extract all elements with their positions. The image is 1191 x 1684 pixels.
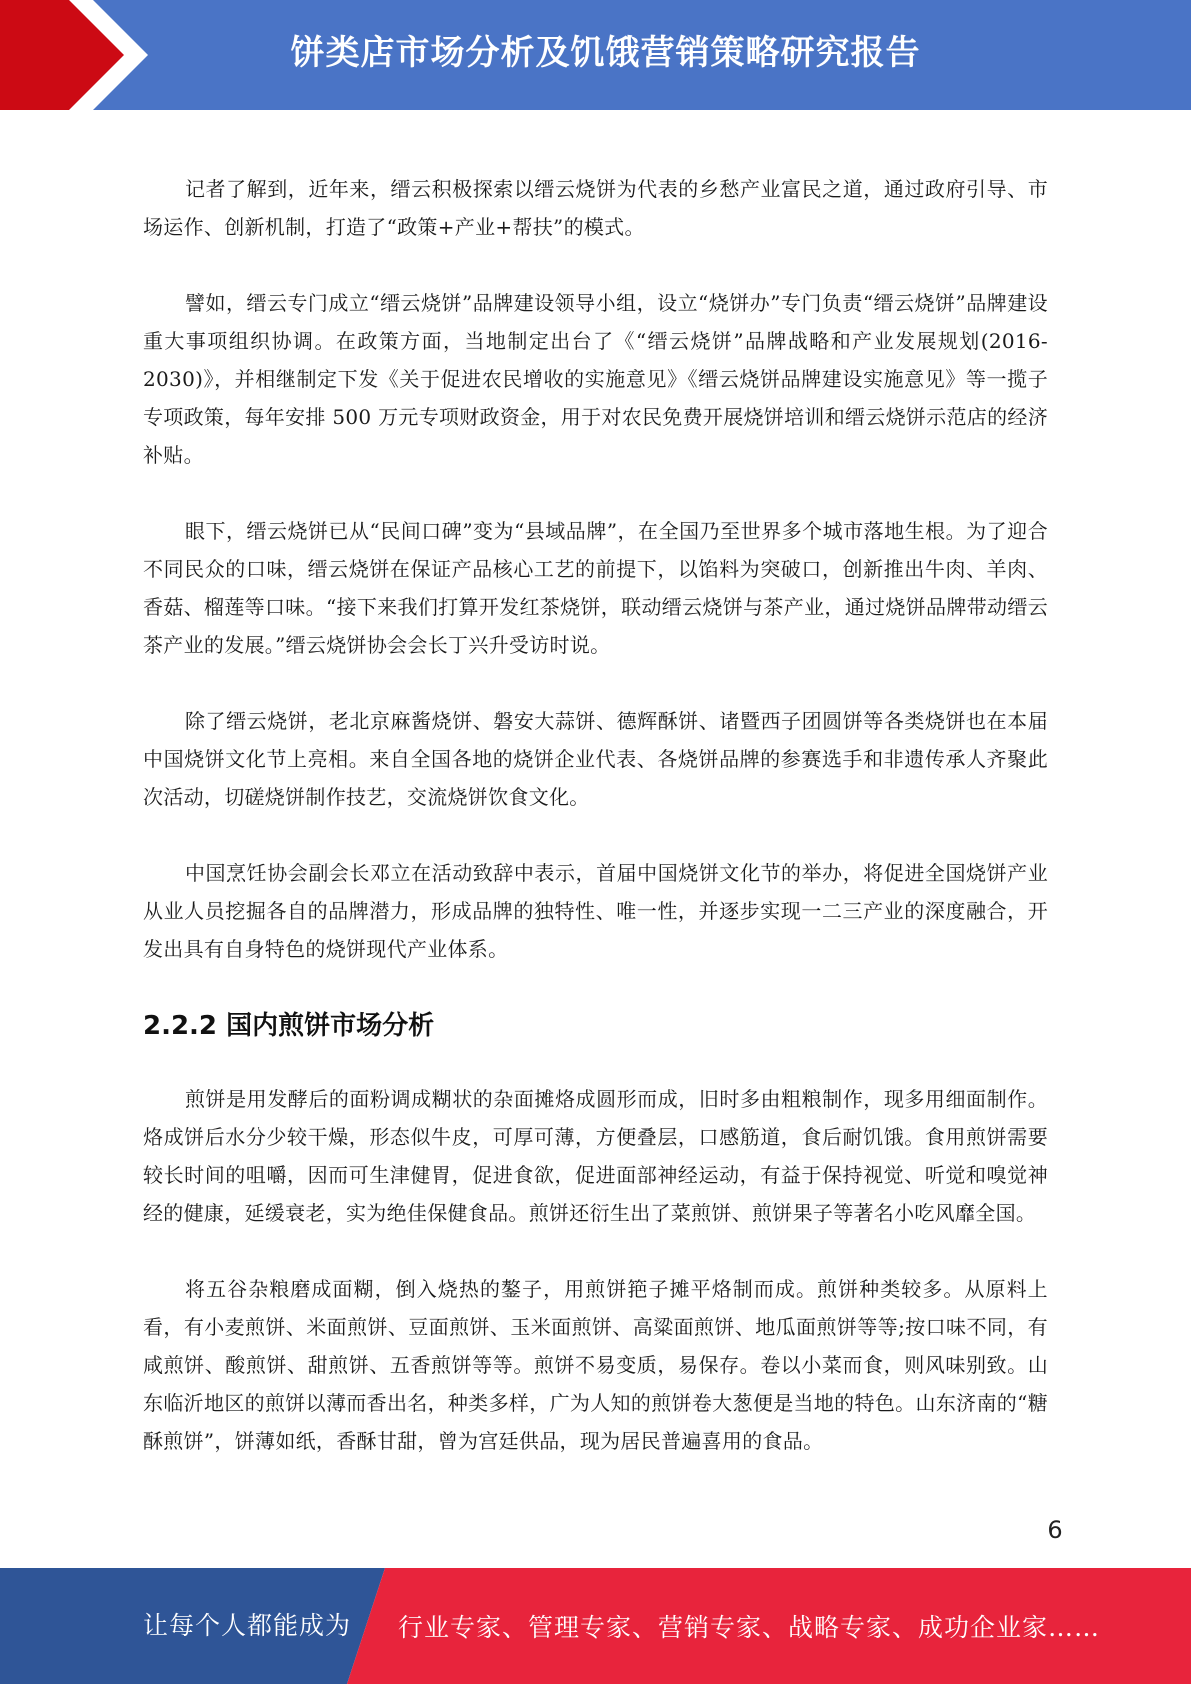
paragraph: 将五谷杂粮磨成面糊，倒入烧热的鏊子，用煎饼筢子摊平烙制而成。煎饼种类较多。从原料上看，有小麦煎饼、米面煎饼、豆面煎饼、玉米面煎饼、高粱面煎饼、地瓜面煎饼等等;按口味不同，有咸煎饼、酸煎饼、甜煎饼、五香煎饼等等。煎饼不易变质，易保存。卷以小菜而食，则风味别致。山东临沂地区的煎饼以薄而香出名，种类多样，广为人知的煎饼卷大葱便是当地的特色。山东济南的“糖酥煎饼”，饼薄如纸，香酥甘甜，曾为宫廷供品，现为居民普遍喜用的食品。 [143, 1277, 1048, 1453]
footer-slogan-right: 行业专家、管理专家、营销专家、战略专家、成功企业家…… [398, 1613, 1101, 1642]
paragraph: 譬如，缙云专门成立“缙云烧饼”品牌建设领导小组，设立“烧饼办”专门负责“缙云烧饼”品牌建设重大事项组织协调。在政策方面，当地制定出台了《“缙云烧饼”品牌战略和产业发展规划(2016-2030)》，并相继制定下发《关于促进农民增收的实施意见》《缙云烧饼品牌建设实施意见》等一揽子专项政策，每年安排 500 万元专项财政资金，用于对农民免费开展烧饼培训和缙云烧饼示范店的经济补贴。 [143, 291, 1048, 467]
footer-slogan-left: 让每个人都能成为 [143, 1611, 352, 1640]
report-title: 饼类店市场分析及饥饿营销策略研究报告 [290, 33, 921, 73]
paragraph: 中国烹饪协会副会长邓立在活动致辞中表示，首届中国烧饼文化节的举办，将促进全国烧饼产业从业人员挖掘各自的品牌潜力，形成品牌的独特性、唯一性，并逐步实现一二三产业的深度融合，开发出具有自身特色的烧饼现代产业体系。 [143, 861, 1048, 961]
page-footer [0, 1568, 1191, 1684]
paragraph: 除了缙云烧饼，老北京麻酱烧饼、磐安大蒜饼、德辉酥饼、诸暨西子团圆饼等各类烧饼也在本届中国烧饼文化节上亮相。来自全国各地的烧饼企业代表、各烧饼品牌的参赛选手和非遗传承人齐聚此次活动，切磋烧饼制作技艺，交流烧饼饮食文化。 [143, 709, 1048, 809]
paragraph: 记者了解到，近年来，缙云积极探索以缙云烧饼为代表的乡愁产业富民之道，通过政府引导、市场运作、创新机制，打造了“政策+产业+帮扶”的模式。 [143, 177, 1048, 239]
paragraph: 煎饼是用发酵后的面粉调成糊状的杂面摊烙成圆形而成，旧时多由粗粮制作，现多用细面制作。烙成饼后水分少较干燥，形态似牛皮，可厚可薄，方便叠层，口感筋道，食后耐饥饿。食用煎饼需要较长时间的咀嚼，因而可生津健胃，促进食欲，促进面部神经运动，有益于保持视觉、听觉和嗅觉神经的健康，延缓衰老，实为绝佳保健食品。煎饼还衍生出了菜煎饼、煎饼果子等著名小吃风靡全国。 [143, 1087, 1048, 1225]
page-number: 6 [1047, 1516, 1063, 1544]
page-content [143, 170, 1048, 1498]
section-heading: 2.2.2 国内煎饼市场分析 [143, 1011, 435, 1041]
paragraph: 眼下，缙云烧饼已从“民间口碑”变为“县域品牌”，在全国乃至世界多个城市落地生根。为了迎合不同民众的口味，缙云烧饼在保证产品核心工艺的前提下，以馅料为突破口，创新推出牛肉、羊肉、香菇、榴莲等口味。“接下来我们打算开发红茶烧饼，联动缙云烧饼与茶产业，通过烧饼品牌带动缙云茶产业的发展。”缙云烧饼协会会长丁兴升受访时说。 [143, 519, 1048, 657]
page-header [0, 0, 1191, 110]
